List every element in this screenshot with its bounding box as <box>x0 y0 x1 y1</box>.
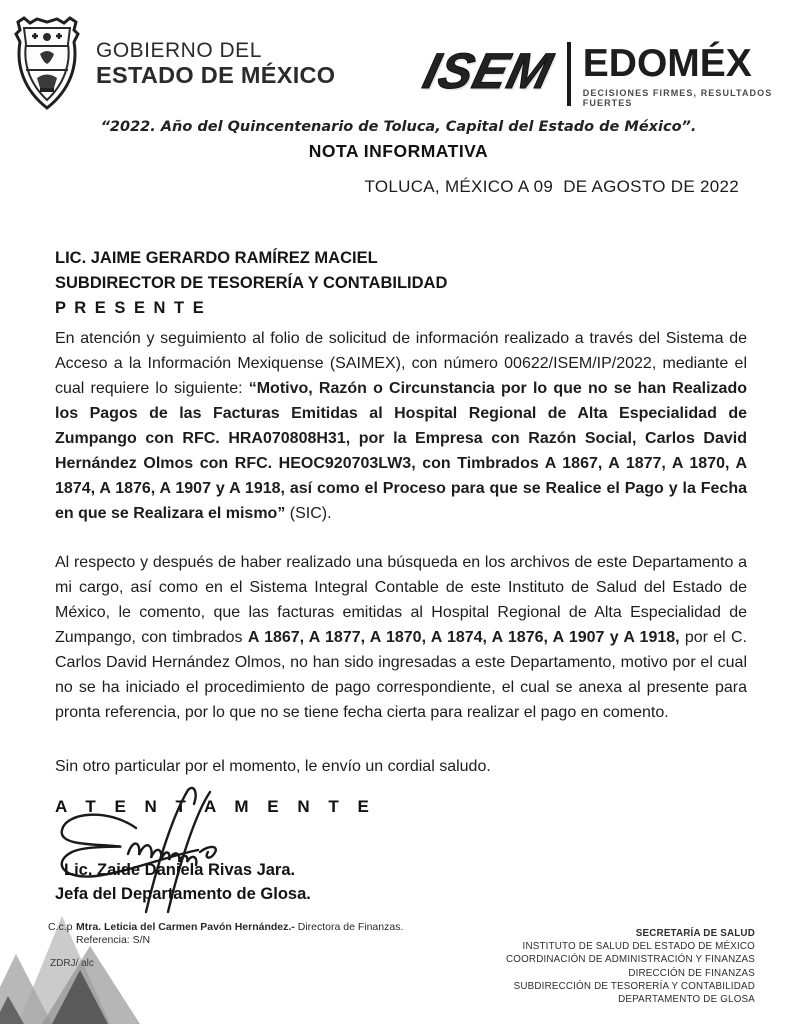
ccp-reference: Referencia: S/N <box>76 934 151 946</box>
edomex-logo-block <box>583 40 797 108</box>
recipient-title: SUBDIRECTOR DE TESORERÍA Y CONTABILIDAD <box>55 274 448 292</box>
office-line: COORDINACIÓN DE ADMINISTRACIÓN Y FINANZAS <box>506 954 755 966</box>
edomex-tagline: DECISIONES FIRMES, RESULTADOS FUERTES <box>582 88 773 108</box>
gobierno-line2: ESTADO DE MÉXICO <box>96 61 336 88</box>
document-title: NOTA INFORMATIVA <box>308 141 489 161</box>
signer-name: Lic. Zaide Daniela Rivas Jara. <box>64 861 296 879</box>
body-paragraph-2: Al respecto y después de haber realizado una búsqueda en los archivos de este Departamento a mi cargo, así como en el Sistema Integral Contable de este Instituto de Salud del Estado de México, le comento, que las facturas emitidas al Hospital Regional de Alta Especialidad de Zumpango, con timbrados A 1867, A 1877, A 1870, A 1874, A 1876, A 1907 y A 1918, por el C. Carlos David Hernández Olmos, no han sido ingresadas a este Departamento, motivo por el cual no se ha iniciado el procedimiento de pago correspondiente, el cual se anexa al presente para pronta referencia, por lo que no se tiene fecha cierta para realizar el pago en comento. <box>55 554 748 721</box>
office-line: SUBDIRECCIÓN DE TESORERÍA Y CONTABILIDAD <box>513 980 755 992</box>
signer-title: Jefa del Departamento de Glosa. <box>55 885 311 903</box>
office-line: DEPARTAMENTO DE GLOSA <box>618 994 755 1006</box>
closing-line: Sin otro particular por el momento, le envío un cordial saludo. <box>55 758 491 775</box>
ccp-label: C.c.p <box>48 921 73 933</box>
edomex-logo: EDOMÉX <box>582 42 752 85</box>
gobierno-brand <box>10 14 335 114</box>
date-line: TOLUCA, MÉXICO A 09 DE AGOSTO DE 2022 <box>364 177 739 196</box>
gobierno-wordmark <box>96 40 335 88</box>
ccp-block <box>48 921 403 947</box>
office-hierarchy-block <box>506 927 755 1006</box>
isem-logo: ISEM <box>418 43 559 99</box>
body-paragraph-1: En atención y seguimiento al folio de solicitud de información realizado a través del Sistema de Acceso a la Información Mexiquense (SAIMEX), con número 00622/ISEM/IP/2022, mediante el cual requiere lo siguiente: “Motivo, Razón o Circunstancia por lo que no se han Realizado los Pagos de las Facturas Emitidas al Hospital Regional de Alta Especialidad de Zumpango con RFC. HRA070808H31, por la Empresa con Razón Social, Carlos David Hernández Olmos con RFC. HEOC920703LW3, con Timbrados A 1867, A 1877, A 1870, A 1874, A 1876, A 1907 y A 1918, así como el Proceso para que se Realice el Pago y la Fecha en que se Realizara el mismo” (SIC). <box>55 330 747 522</box>
year-quote: “2022. Año del Quincentenario de Toluca, Capital del Estado de México”. <box>100 119 697 135</box>
recipient-block <box>55 246 447 321</box>
estado-de-mexico-coat-of-arms-icon <box>10 14 84 114</box>
ccp-recipient: Mtra. Leticia del Carmen Pavón Hernández.- Directora de Finanzas. <box>76 921 404 933</box>
logo-divider <box>567 42 571 106</box>
author-initials: ZDRJ/ alc <box>50 958 94 969</box>
office-line: INSTITUTO DE SALUD DEL ESTADO DE MÉXICO <box>522 941 755 953</box>
salutation: A T E N T A M E N T E <box>55 797 376 816</box>
office-line: SECRETARÍA DE SALUD <box>635 928 755 939</box>
isem-edomex-brand <box>418 40 797 108</box>
recipient-present: P R E S E N T E <box>55 299 206 317</box>
gobierno-line1: GOBIERNO DEL <box>96 38 262 62</box>
recipient-name: LIC. JAIME GERARDO RAMÍREZ MACIEL <box>55 249 378 267</box>
office-line: DIRECCIÓN DE FINANZAS <box>628 967 755 979</box>
